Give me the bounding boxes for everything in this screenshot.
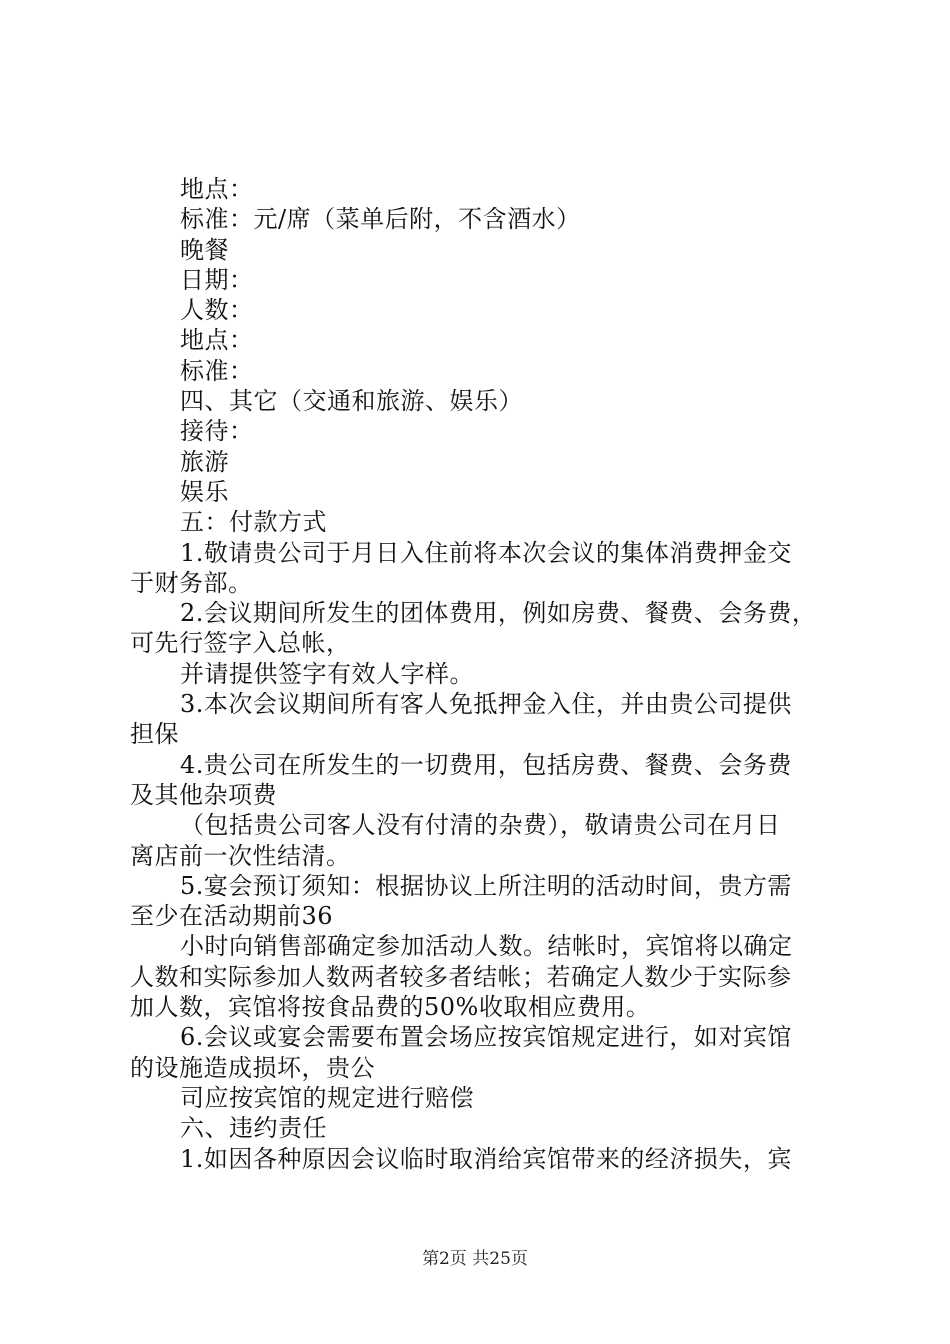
text-line: 3.本次会议期间所有客人免抵押金入住，并由贵公司提供 xyxy=(180,690,792,719)
text-line: 小时向销售部确定参加活动人数。结帐时，宾馆将以确定 xyxy=(180,932,793,961)
text-line: 晚餐 xyxy=(180,235,229,264)
text-line: 5.宴会预订须知：根据协议上所注明的活动时间，贵方需 xyxy=(180,871,792,900)
text-line: 并请提供签字有效人字样。 xyxy=(180,659,474,688)
text-line: 至少在活动期前36 xyxy=(130,902,334,931)
text-line: 四、其它（交通和旅游、娱乐） xyxy=(180,387,523,416)
text-line: 4.贵公司在所发生的一切费用，包括房费、餐费、会务费 xyxy=(180,750,792,779)
text-line: 人数和实际参加人数两者较多者结帐；若确定人数少于实际参 xyxy=(130,962,792,991)
text-line: 地点： xyxy=(180,326,254,355)
document-body xyxy=(130,174,832,1174)
text-line: 标准： xyxy=(180,356,254,385)
text-line: 接待： xyxy=(180,417,254,446)
text-line: 1.敬请贵公司于月日入住前将本次会议的集体消费押金交 xyxy=(180,538,792,567)
text-line: 1.如因各种原因会议临时取消给宾馆带来的经济损失，宾 xyxy=(180,1144,792,1173)
page-footer: 第2页 共25页 xyxy=(422,1249,528,1269)
text-line: 娱乐 xyxy=(180,477,229,506)
text-line: 人数： xyxy=(180,296,254,325)
text-line: 地点： xyxy=(180,175,254,203)
text-line: 标准：元/席（菜单后附，不含酒水） xyxy=(180,205,581,234)
text-line: 离店前一次性结清。 xyxy=(130,841,351,870)
text-line: 及其他杂项费 xyxy=(130,780,277,809)
text-line: 日期： xyxy=(180,265,254,294)
text-line: 加人数，宾馆将按食品费的50%收取相应费用。 xyxy=(130,993,651,1022)
text-line: 司应按宾馆的规定进行赔偿 xyxy=(180,1083,474,1112)
text-line: 的设施造成损坏，贵公 xyxy=(130,1053,375,1082)
text-line: 可先行签字入总帐， xyxy=(130,629,351,658)
text-line: 旅游 xyxy=(180,447,229,476)
text-line: 六、违约责任 xyxy=(180,1114,327,1143)
text-line: 五：付款方式 xyxy=(180,508,327,537)
text-line: 6.会议或宴会需要布置会场应按宾馆规定进行，如对宾馆 xyxy=(180,1023,792,1052)
text-line: （包括贵公司客人没有付清的杂费），敬请贵公司在月日 xyxy=(180,811,781,840)
text-line: 担保 xyxy=(130,720,179,749)
text-line: 于财务部。 xyxy=(130,568,253,597)
text-line: 2.会议期间所发生的团体费用，例如房费、餐费、会务费， xyxy=(180,599,817,628)
